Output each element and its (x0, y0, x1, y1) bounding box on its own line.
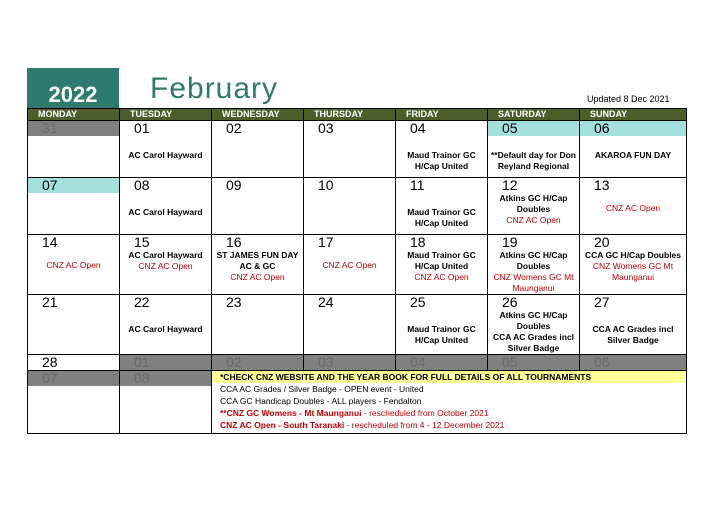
notes-event-detail: - rescheduled from October 2021 (361, 408, 489, 418)
event-label-red: CNZ AC Open (230, 272, 285, 282)
day-cell (212, 235, 304, 295)
day-cell (28, 355, 120, 371)
day-number: 03 (318, 120, 334, 136)
notes-panel (212, 371, 687, 434)
day-cell (120, 178, 212, 235)
day-cell (488, 121, 580, 178)
day-cell (212, 121, 304, 178)
year-badge: 2022 (27, 68, 119, 108)
event-label: AKAROA FUN DAY (594, 150, 672, 160)
day-number: 12 (502, 177, 518, 193)
updated-date: Updated 8 Dec 2021 (587, 94, 670, 104)
notes-event-name: CNZ AC Open - South Taranaki (220, 420, 345, 430)
day-number: 11 (410, 177, 425, 193)
event-label-red: CNZ AC Open (605, 203, 661, 213)
day-number: 02 (212, 355, 303, 370)
day-cell (304, 178, 396, 235)
day-cell (580, 178, 687, 235)
day-number: 19 (502, 234, 518, 250)
event-label: **Default day for Don Reyland Regional (490, 150, 576, 171)
day-number: 04 (396, 355, 487, 370)
day-cell (580, 121, 687, 178)
day-number: 08 (120, 371, 211, 386)
event-label: Maud Trainor GC H/Cap United (407, 150, 476, 171)
day-number: 08 (134, 177, 150, 193)
notes-event-name: **CNZ GC Womens - Mt Maunganui (220, 408, 362, 418)
event-label: AC Carol Hayward (128, 324, 203, 334)
day-cell (304, 295, 396, 355)
event-label-red: CNZ AC Open (46, 260, 101, 270)
event-label: CCA AC Grades incl Silver Badge (592, 324, 674, 345)
day-number: 04 (410, 120, 426, 136)
day-cell (396, 178, 488, 235)
week-row (28, 121, 687, 178)
event-label: Maud Trainor GC H/Cap United (407, 324, 476, 345)
week-row (28, 235, 687, 295)
notes-line: CCA GC Handicap Doubles - ALL players - Fendalton (220, 396, 422, 406)
day-number: 06 (580, 121, 686, 136)
weekday-header: TUESDAY (120, 109, 212, 121)
day-number: 03 (304, 355, 395, 370)
day-number: 06 (580, 355, 686, 370)
event-label: AC Carol Hayward (128, 207, 203, 217)
week-row (28, 178, 687, 235)
event-label-red: CNZ AC Open (414, 272, 469, 282)
weekday-header: SUNDAY (580, 109, 687, 121)
day-number: 14 (42, 234, 58, 250)
day-cell (396, 121, 488, 178)
event-label: CCA GC H/Cap Doubles (584, 250, 682, 260)
event-label: ST JAMES FUN DAY AC & GC (216, 250, 299, 271)
day-number: 01 (134, 120, 150, 136)
day-cell (212, 178, 304, 235)
day-cell (396, 355, 488, 371)
weekday-header-row (28, 109, 687, 121)
day-cell (580, 355, 687, 371)
day-number: 05 (488, 355, 579, 370)
day-cell (28, 178, 120, 235)
notes-line-red (220, 419, 686, 431)
calendar-grid (27, 108, 687, 434)
day-number: 17 (318, 234, 334, 250)
event-label: Atkins GC H/Cap Doubles (499, 193, 568, 214)
day-cell (580, 295, 687, 355)
day-cell (488, 355, 580, 371)
day-cell (28, 235, 120, 295)
day-number: 25 (410, 294, 426, 310)
event-label: AC Carol Hayward (128, 250, 203, 260)
notes-headline: *CHECK CNZ WEBSITE AND THE YEAR BOOK FOR FULL DETAILS OF ALL TOURNAMENTS (212, 371, 686, 383)
week-row (28, 295, 687, 355)
day-cell (304, 121, 396, 178)
day-number: 24 (318, 294, 334, 310)
month-title: February (150, 72, 279, 105)
notes-line-red (220, 407, 686, 419)
day-number: 21 (42, 294, 58, 310)
event-label: AC Carol Hayward (128, 150, 203, 160)
day-number: 01 (120, 355, 211, 370)
day-number: 20 (594, 234, 610, 250)
event-label: Maud Trainor GC H/Cap United (407, 207, 476, 228)
day-cell (120, 371, 212, 434)
day-number: 05 (488, 121, 579, 136)
event-label: Atkins GC H/Cap Doubles (499, 250, 568, 271)
event-label: CCA AC Grades incl Silver Badge (492, 332, 575, 353)
day-cell (304, 355, 396, 371)
day-cell (28, 121, 120, 178)
notes-line: CCA AC Grades / Silver Badge - OPEN event - United (220, 384, 424, 394)
weekday-header: SATURDAY (488, 109, 580, 121)
day-cell (396, 295, 488, 355)
weekday-header: THURSDAY (304, 109, 396, 121)
day-number: 02 (226, 120, 242, 136)
day-number: 09 (226, 177, 242, 193)
day-number: 16 (226, 234, 242, 250)
day-number: 07 (28, 371, 119, 386)
day-cell (120, 121, 212, 178)
day-number: 28 (42, 354, 58, 370)
day-cell (28, 371, 120, 434)
day-cell (28, 295, 120, 355)
day-number: 10 (318, 177, 334, 193)
day-number: 15 (134, 234, 150, 250)
event-label-red: CNZ AC Open (322, 260, 377, 270)
day-number: 22 (134, 294, 150, 310)
event-label-red: CNZ AC Open (506, 215, 561, 225)
event-label-red: CNZ AC Open (138, 261, 193, 271)
day-cell (580, 235, 687, 295)
weekday-header: FRIDAY (396, 109, 488, 121)
day-cell (120, 235, 212, 295)
day-cell (120, 355, 212, 371)
day-number: 18 (410, 234, 426, 250)
day-number: 07 (28, 178, 119, 193)
day-cell (212, 295, 304, 355)
day-number: 31 (28, 121, 119, 136)
weekday-header: MONDAY (28, 109, 120, 121)
day-cell (212, 355, 304, 371)
day-number: 13 (594, 177, 610, 193)
event-label-red: CNZ Womens GC Mt Maunganui (493, 272, 574, 293)
day-cell (488, 178, 580, 235)
day-cell (304, 235, 396, 295)
week-row-notes (28, 371, 687, 434)
day-number: 26 (502, 294, 518, 310)
day-cell (488, 295, 580, 355)
notes-event-detail: - rescheduled from 4 - 12 December 2021 (344, 420, 505, 430)
weekday-header: WEDNESDAY (212, 109, 304, 121)
day-number: 27 (594, 294, 610, 310)
event-label: Atkins GC H/Cap Doubles (499, 310, 568, 331)
day-number: 23 (226, 294, 242, 310)
day-cell (120, 295, 212, 355)
week-row (28, 355, 687, 371)
day-cell (396, 235, 488, 295)
event-label: Maud Trainor GC H/Cap United (407, 250, 476, 271)
event-label-red: CNZ Womens GC Mt Maunganui (592, 261, 674, 282)
day-cell (488, 235, 580, 295)
